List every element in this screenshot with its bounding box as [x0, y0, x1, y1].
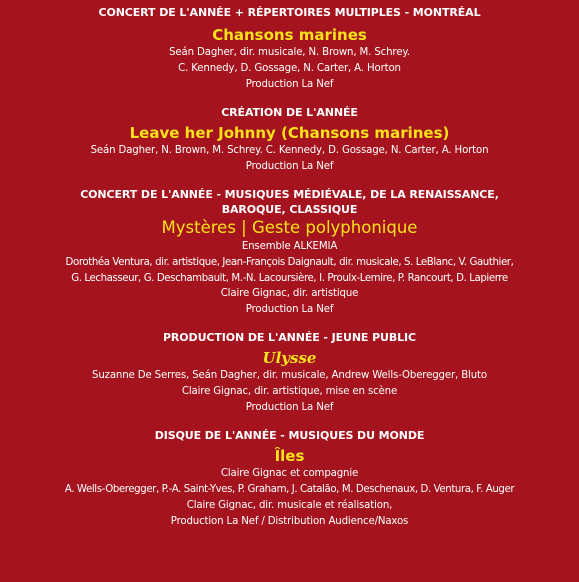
award-credit-line: Claire Gignac, dir. artistique, mise en scène [181, 385, 398, 397]
award-credit-line: Ensemble ALKEMIA [241, 240, 338, 252]
award-credit-line: Claire Gignac et compagnie [220, 468, 359, 480]
award-jeune-public [0, 330, 579, 415]
award-credit-line: Production La Nef [245, 401, 334, 413]
award-concert-medieval [0, 187, 579, 318]
award-credit-line: Production La Nef [245, 161, 334, 173]
award-credit-line: Claire Gignac, dir. musicale et réalisation, [186, 499, 393, 511]
award-concert-montreal [0, 5, 579, 92]
award-credit-line: Production La Nef [245, 78, 334, 90]
award-title: Mystères | Geste polyphonique [161, 217, 418, 237]
award-credit-line: Seán Dagher, N. Brown, M. Schrey. C. Kennedy, D. Gossage, N. Carter, A. Horton [90, 145, 489, 157]
award-category: CRÉATION DE L'ANNÉE [221, 106, 358, 120]
award-credit-line: Seán Dagher, dir. musicale, N. Brown, M. Schrey. [169, 47, 410, 58]
award-title: Ulysse [262, 348, 317, 367]
award-category: DISQUE DE L'ANNÉE - MUSIQUES DU MONDE [154, 429, 425, 443]
award-title: Leave her Johnny (Chansons marines) [129, 124, 450, 143]
award-credit-line: C. Kennedy, D. Gossage, N. Carter, A. Horton [178, 62, 401, 74]
award-category: CONCERT DE L'ANNÉE + RÉPERTOIRES MULTIPLES - MONTRÉAL [98, 6, 481, 19]
award-category-line: BAROQUE, CLASSIQUE [221, 202, 358, 216]
award-title: Îles [274, 447, 305, 466]
award-credit-line: A. Wells-Oberegger, P.-A. Saint-Yves, P. Graham, J. Catalão, M. Deschenaux, D. Ventura, F. Auger [64, 484, 515, 496]
award-credit-line: Production La Nef [245, 304, 334, 316]
award-title: Chansons marines [212, 26, 367, 44]
award-creation [0, 105, 579, 175]
award-credit-line: Suzanne De Serres, Seán Dagher, dir. musicale, Andrew Wells-Oberegger, Bluto [92, 369, 487, 381]
award-credit-line: Dorothéa Ventura, dir. artistique, Jean-François Daignault, dir. musicale, S. LeBlanc, V. Gauthier, [65, 256, 514, 268]
award-category: PRODUCTION DE L'ANNÉE - JEUNE PUBLIC [162, 330, 417, 344]
award-credit-line: Production La Nef / Distribution Audience/Naxos [170, 515, 409, 527]
award-credit-line: Claire Gignac, dir. artistique [220, 288, 359, 300]
award-category-line: CONCERT DE L'ANNÉE - MUSIQUES MÉDIÉVALE, DE LA RENAISSANCE, [80, 187, 499, 201]
award-credit-line: G. Lechasseur, G. Deschambault, M.-N. Lacoursière, I. Proulx-Lemire, P. Rancourt, D. Lapierre [71, 272, 508, 284]
award-disque [0, 428, 579, 529]
